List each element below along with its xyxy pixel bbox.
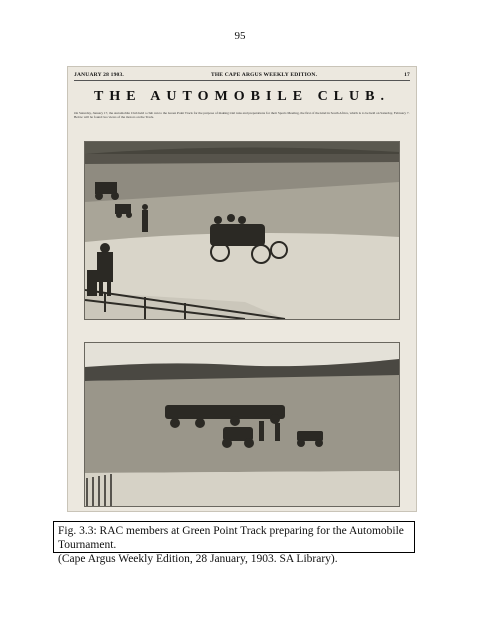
newspaper-header <box>74 72 410 78</box>
newspaper-publication: THE CAPE ARGUS WEEKLY EDITION. <box>210 72 318 78</box>
header-rule <box>74 80 410 81</box>
photo-track-lower <box>84 342 400 507</box>
figure-caption-line1: Fig. 3.3: RAC members at Green Point Track preparing for the Automobile Tournament. <box>58 525 404 551</box>
page-number: 95 <box>234 30 246 42</box>
photo-track-upper <box>84 141 400 320</box>
newspaper-intro: On Saturday, January 17, the Automobile Club held a club run to the Green Point Track for the purpose of making trial runs and preparations for their Sports Meeting, the first of the kind in South Africa, which is to be held on Saturday, February 7. Below will be found two views of the motors on the Track. <box>74 111 410 120</box>
newspaper-headline: THE AUTOMOBILE CLUB. <box>94 89 390 104</box>
newspaper-date: JANUARY 28 1903. <box>74 72 125 78</box>
photo-lower-drawing <box>85 343 399 506</box>
figure-caption-line2: (Cape Argus Weekly Edition, 28 January, 1903. SA Library). <box>58 553 338 565</box>
figure-caption <box>53 521 415 565</box>
newspaper-scan <box>67 66 417 512</box>
newspaper-page: 17 <box>404 72 410 78</box>
photo-upper-drawing <box>85 142 399 319</box>
